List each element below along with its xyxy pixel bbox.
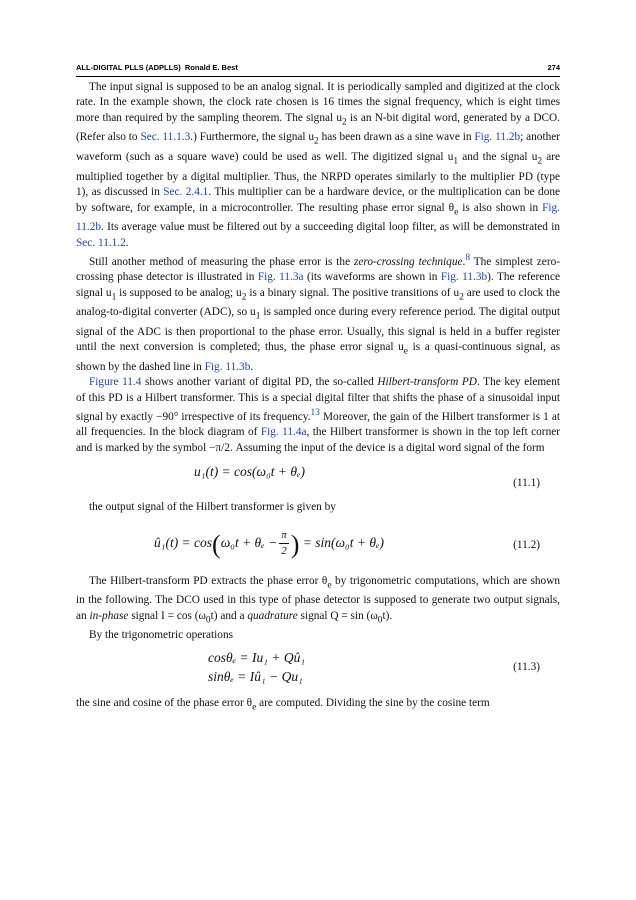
equation-11-1-number: (11.1): [513, 477, 540, 490]
equation-11-2-arg: ω₀t + θₑ −: [220, 534, 278, 550]
header-rule: [76, 76, 560, 77]
link-sec-11-1-3[interactable]: Sec. 11.1.3: [140, 131, 191, 144]
paragraph-output-signal: the output signal of the Hilbert transformer is given by: [89, 501, 336, 514]
equation-11-1-expr: u₁(t) = cos(ω₀t + θₑ): [194, 464, 306, 480]
link-figure-11-4[interactable]: Figure 11.4: [89, 376, 142, 389]
link-sec-11-1-2[interactable]: Sec. 11.1.2: [76, 236, 126, 249]
equation-11-3: [76, 644, 560, 696]
paragraph-sampling: The input signal is supposed to be an analog signal. It is periodically sampled and digitized at the clock rate. In the example shown, the clock rate chosen is 16 times the signal frequency, which is eight times more than required by the sampling theorem. The signal $u_2$ is an N-bit digital word, generated by a DCO. (Refer also to Sec. 11.1.3.) Furthermore, the signal $u_2$ has been drawn as a sine wave in Fig. 11.2b; another waveform (such as a square wave) could be used as well. The digitized signal $u_1$ and the signal $u_2$ are multiplied together by a digital multiplier. Thus, the NRPD operates similarly to the multiplier PD (type 1), as discussed in Sec. 2.4.1. This multiplier can be a hardware device, or the multiplication can be done by software, for example, in a microcontroller. The resulting phase error signal $\theta_e$ is also shown in Fig. 11.2b. Its average value must be filtered out by a succeeding digital loop filter, as will be demonstrated in Sec. 11.1.2.: [76, 81, 561, 249]
equation-11-3-line1: cosθₑ = Iu₁ + Qû₁: [208, 649, 306, 665]
equation-11-2-number: (11.2): [513, 538, 540, 551]
equation-11-3-number: (11.3): [513, 660, 540, 673]
footnote-ref-8[interactable]: 8: [465, 253, 471, 264]
paragraph-dividing: the sine and cosine of the phase error $\theta_e$ are computed. Dividing the sine by the cosine term: [76, 696, 490, 712]
body-text: [76, 80, 560, 715]
equation-11-2: û₁(t) = cos(ω₀t + θₑ − $\frac{\pi}{2}$ ) = sin(ω₀t + θₑ) (11.2): [154, 528, 540, 559]
page-number: 274: [547, 63, 560, 72]
equation-11-2-rhs: = sin(ω₀t + θₑ): [302, 534, 385, 550]
header-title: ALL-DIGITAL PLLS (ADPLLS): [76, 63, 181, 72]
link-fig-11-3a[interactable]: Fig. 11.3a: [257, 271, 304, 284]
equation-11-2-fraction: $\frac{\pi}{2}$: [281, 528, 287, 558]
link-fig-11-2b[interactable]: Fig. 11.2b: [474, 131, 521, 144]
link-fig-11-4a[interactable]: Fig. 11.4a: [260, 426, 307, 439]
equation-11-3-line2: sinθₑ = Iû₁ − Qu₁: [208, 668, 303, 684]
footnote-ref-13[interactable]: 13: [310, 408, 320, 419]
link-fig-11-2b-2[interactable]: Fig. 11.2b: [76, 201, 561, 234]
running-header: [76, 63, 560, 72]
equation-11-2-lhs: û₁(t) = cos: [154, 534, 213, 550]
link-sec-2-4-1[interactable]: Sec. 2.4.1: [163, 186, 209, 199]
link-fig-11-3b-2[interactable]: Fig. 11.3b: [204, 361, 251, 374]
header-author: Ronald E. Best: [184, 63, 238, 72]
paragraph-zero-crossing: Still another method of measuring the phase error is the zero-crossing technique.$^8$ The simplest zero-crossing phase detector is illustrated in Fig. 11.3a (its waveforms are shown in Fig. 11.3b). The reference signal $u_1$ is supposed to be analog; $u_2$ is a binary signal. The positive transitions of $u_2$ are used to clock the analog-to-digital converter (ADC), so $u_1$ is sampled once during every reference period. The digital output signal of the ADC is then proportional to the phase error. Usually, this signal is held in a buffer register until the next conversion is completed; thus, the phase error signal $u_e$ is a quasi-continuous signal, as shown by the dashed line in Fig. 11.3b.: [76, 253, 560, 374]
link-fig-11-3b[interactable]: Fig. 11.3b: [440, 271, 488, 284]
equation-11-1: [76, 456, 560, 500]
paragraph-trig-computation: The Hilbert-transform PD extracts the phase error $\theta_e$ by trigonometric computations, which are shown in the following. The DCO used in this type of phase detector is supposed to generate two output signals, an in-phase signal $I = \cos (\omega_0t)$ and a quadrature signal $Q = \sin (\omega_0t)$.: [76, 574, 560, 625]
paragraph-hilbert: Figure 11.4 shows another variant of digital PD, the so-called Hilbert-transform PD. The key element of this PD is a Hilbert transformer. This is a special digital filter that shifts the phase of a sinusoidal input signal by exactly −90° irrespective of its frequency.$^{13}$ Moreover, the gain of the Hilbert transformer is 1 at all frequencies. In the block diagram of Fig. 11.4a, the Hilbert transformer is shown in the top left corner and is marked by the symbol −π/2. Assuming the input of the device is a digital word signal of the form: [76, 376, 560, 454]
paragraph-trig-operations: By the trigonometric operations: [89, 629, 234, 642]
